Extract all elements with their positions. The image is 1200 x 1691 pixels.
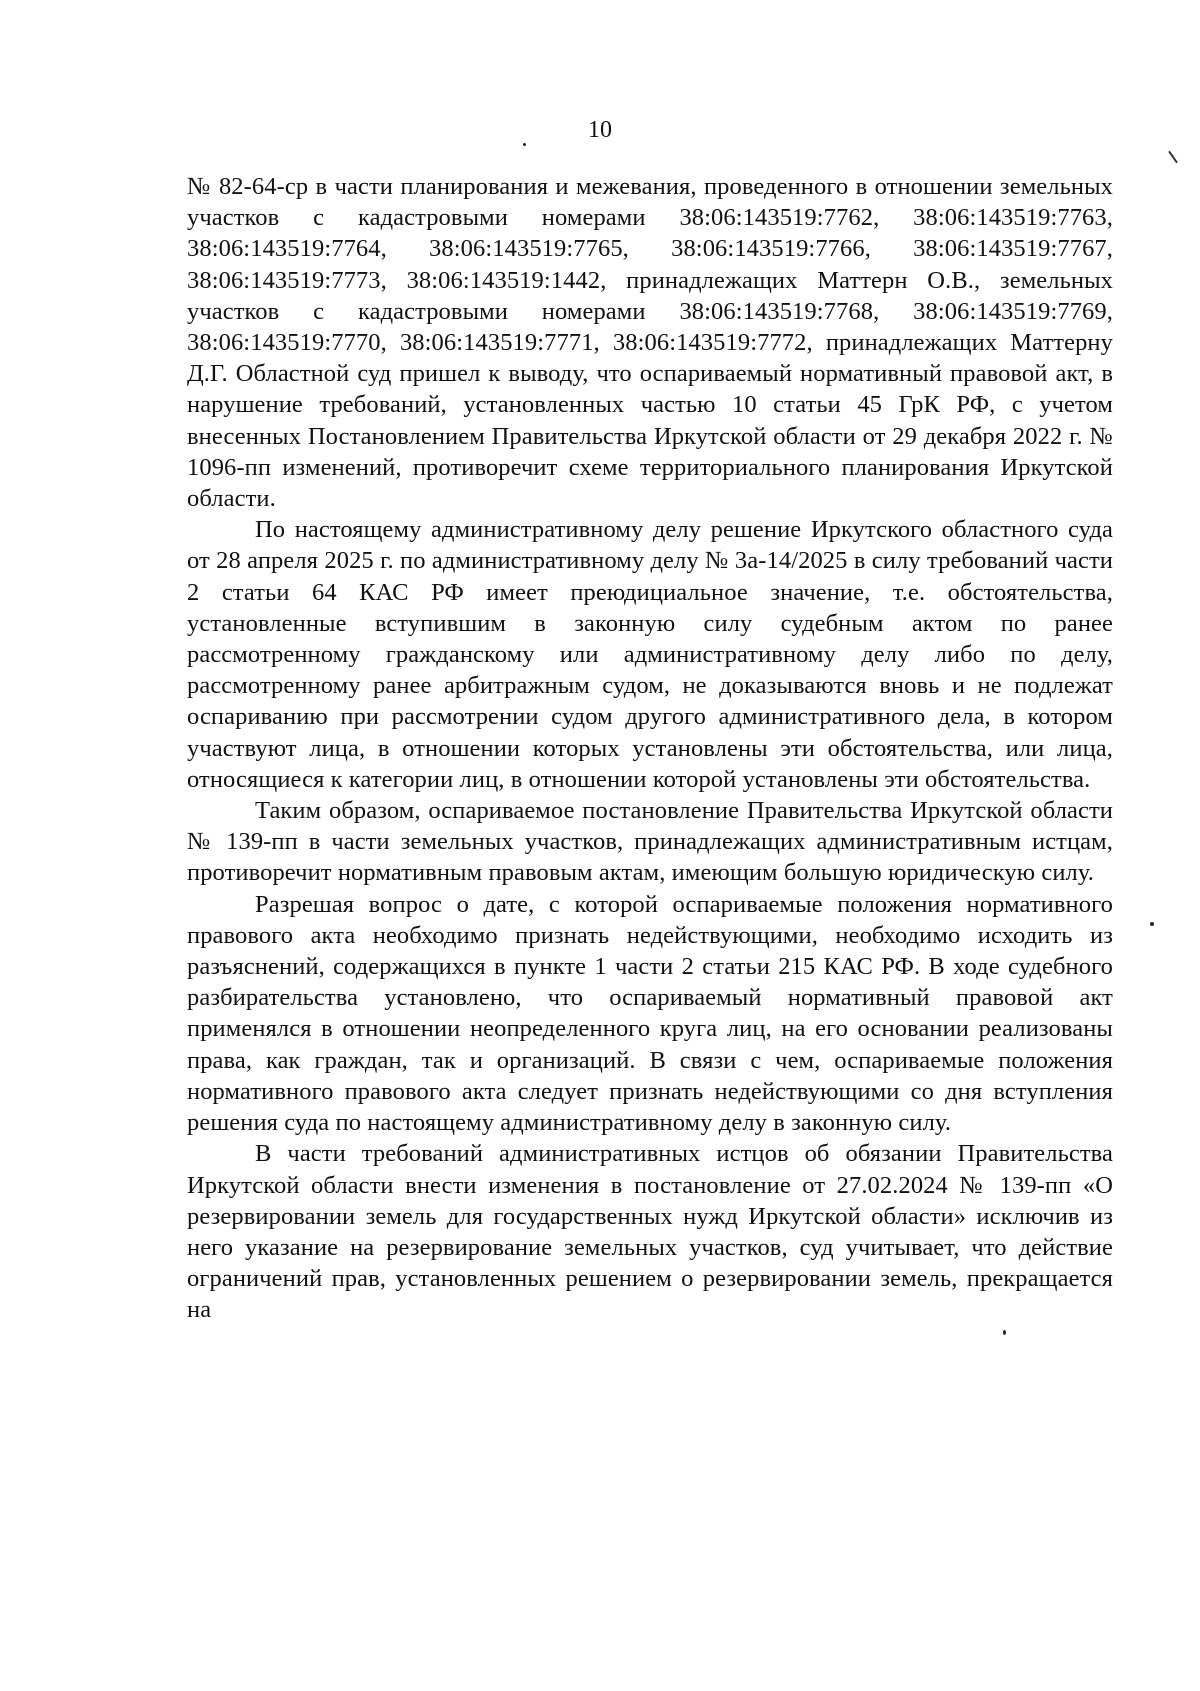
scan-speck bbox=[1003, 1330, 1006, 1335]
scan-mark bbox=[1168, 151, 1178, 164]
paragraph-effective-date: Разрешая вопрос о дате, с которой оспариваемые положения нормативного правового акта необходимо признать недействующими, необходимо исходить из разъяснений, содержащихся в пункте 1 части 2 статьи 215 КАС РФ. В ходе судебного разбирательства установлено, что оспариваемый нормативный правовой акт применялся в отношении неопределенного круга лиц, на его основании реализованы права, как граждан, так и организаций. В связи с чем, оспариваемые положения нормативного правового акта следует признать недействующими со дня вступления решения суда по настоящему административному делу в законную силу. bbox=[187, 890, 1113, 1137]
paragraph-prejudicial-effect: По настоящему административному делу решение Иркутского областного суда от 28 апреля 2025 г. по административному делу № 3а-14/2025 в силу требований части 2 статьи 64 КАС РФ имеет преюдициальное значение, т.е. обстоятельства, установленные вступившим в законную силу судебным актом по ранее рассмотренному гражданскому или административному делу либо по делу, рассмотренному ранее арбитражным судом, не доказываются вновь и не подлежат оспариванию при рассмотрении судом другого административного дела, в котором участвуют лица, в отношении которых установлены эти обстоятельства, или лица, относящиеся к категории лиц, в отношении которой установлены эти обстоятельства. bbox=[187, 516, 1113, 793]
paragraph-conclusion: Таким образом, оспариваемое постановление Правительства Иркутской области № 139-пп в части земельных участков, принадлежащих административным истцам, противоречит нормативным правовым актам, имеющим большую юридическую силу. bbox=[187, 797, 1113, 887]
paragraph-amendment-claim: В части требований административных истцов об обязании Правительства Иркутской области внести изменения в постановление от 27.02.2024 № 139-пп «О резервировании земель для государственных нужд Иркутской области» исключив из него указание на резервирование земельных участков, суд учитывает, что действие ограничений прав, установленных решением о резервировании земель, прекращается на bbox=[187, 1140, 1113, 1324]
scan-speck bbox=[523, 143, 526, 146]
document-body bbox=[187, 171, 1113, 1326]
paragraph-continuation: № 82-64-ср в части планирования и межевания, проведенного в отношении земельных участков с кадастровыми номерами 38:06:143519:7762, 38:06:143519:7763, 38:06:143519:7764, 38:06:143519:7765, 38:06:143519:7766, 38:06:143519:7767, 38:06:143519:7773, 38:06:143519:1442, принадлежащих Маттерн О.В., земельных участков с кадастровыми номерами 38:06:143519:7768, 38:06:143519:7769, 38:06:143519:7770, 38:06:143519:7771, 38:06:143519:7772, принадлежащих Маттерну Д.Г. Областной суд пришел к выводу, что оспариваемый нормативный правовой акт, в нарушение требований, установленных частью 10 статьи 45 ГрК РФ, с учетом внесенных Постановлением Правительства Иркутской области от 29 декабря 2022 г. № 1096-пп изменений, противоречит схеме территориального планирования Иркутской области. bbox=[187, 173, 1113, 513]
page-number: 10 bbox=[588, 117, 612, 143]
scan-speck bbox=[1150, 922, 1154, 926]
